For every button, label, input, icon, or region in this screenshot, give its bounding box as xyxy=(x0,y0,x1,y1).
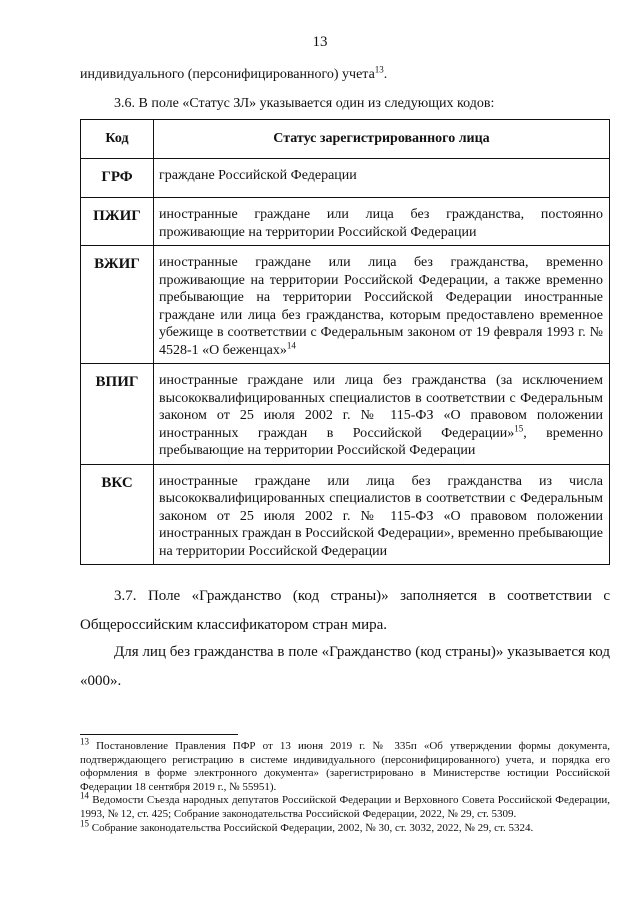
footnote-num: 13 xyxy=(80,736,89,747)
footnote-text: Собрание законодательства Российской Федерации, 2002, № 30, ст. 3032, 2022, № 29, ст. 5324. xyxy=(91,821,534,834)
section-3-6: 3.6. В поле «Статус ЗЛ» указывается один из следующих кодов: xyxy=(114,96,495,111)
footnote-text: Постановление Правления ПФР от 13 июня 2019 г. № 335п «Об утверждении формы документа, подтверждающего регистрацию в системе индивидуального (персонифицированного) учета, и порядка его оформления в форме электронного документа» (зарегистрировано в Министерстве юстиции Российской Федерации 18 сентября 2019 г., № 55951). xyxy=(80,740,610,793)
row-code: ГРФ xyxy=(81,159,154,198)
row-text: иностранные граждане или лица без гражданства, постоянно проживающие на территории Российской Федерации xyxy=(154,198,610,246)
row-text: иностранные граждане или лица без гражданства из числа высококвалифицированных специалистов в соответствии с Федеральным законом от 25 июля 2002 г. № 115-ФЗ «О правовом положении иностранных граждан в Российской Федерации», временно пребывающие на территории Российской Федерации xyxy=(154,464,610,565)
table-row xyxy=(81,364,610,465)
page-number: 13 xyxy=(312,34,328,50)
row-code: ПЖИГ xyxy=(81,198,154,246)
table-row xyxy=(81,159,610,198)
footnote-num: 15 xyxy=(80,817,89,828)
footnote-text: Ведомости Съезда народных депутатов Российской Федерации и Верховного Совета Российской Федерации, 1993, № 12, ст. 425; Собрание законодательства Российской Федерации, 2022, № 29, ст. 5309. xyxy=(80,794,610,820)
footnote-ref-15: 15 xyxy=(514,422,524,433)
row-text: иностранные граждане или лица без гражданства (за исключением высококвалифицированных специалистов в соответствии с Федеральным законом от 25 июля 2002 г. № 115-ФЗ «О правовом положении иностранных граждан в Российской Федерации» xyxy=(159,373,603,441)
continuation-end: . xyxy=(383,67,388,82)
table-row xyxy=(81,464,610,565)
section-3-7: 3.7. Поле «Гражданство (код страны)» заполняется в соответствии с Общероссийским классификатором стран мира. xyxy=(80,588,610,633)
footnote-14 xyxy=(80,790,610,821)
footnote-ref-14: 14 xyxy=(286,339,296,350)
row-text: иностранные граждане или лица без гражданства, временно проживающие на территории Российской Федерации, а также временно пребывающие на территории Российской Федерации иностранные граждане или лица без гражданства, которым предоставлено временное убежище в соответствии с Федеральным законом от 19 февраля 1993 г. № 4528-1 «О беженцах» xyxy=(159,255,603,358)
row-code: ВКС xyxy=(81,464,154,565)
footnotes xyxy=(80,736,610,835)
header-status: Статус зарегистрированного лица xyxy=(154,120,610,159)
table-row xyxy=(81,246,610,364)
header-code: Код xyxy=(81,120,154,159)
row-text: граждане Российской Федерации xyxy=(154,159,610,198)
footnote-15 xyxy=(80,817,610,836)
row-text-tail: , временно пребывающие на территории Российской Федерации xyxy=(159,425,603,458)
table-row xyxy=(81,198,610,246)
row-text-cell xyxy=(154,364,610,465)
stateless-paragraph: Для лиц без гражданства в поле «Гражданство (код страны)» указывается код «000». xyxy=(80,644,610,689)
footnote-num: 14 xyxy=(80,790,89,801)
continuation-line xyxy=(80,66,387,83)
row-code: ВПИГ xyxy=(81,364,154,465)
row-code: ВЖИГ xyxy=(81,246,154,364)
continuation-text: индивидуального (персонифицированного) учета xyxy=(80,67,375,82)
footnote-13 xyxy=(80,736,610,794)
status-codes-table xyxy=(80,119,610,565)
footnote-ref-13: 13 xyxy=(374,64,384,75)
table-header-row xyxy=(81,120,610,159)
footnote-divider xyxy=(80,734,238,735)
row-text-cell xyxy=(154,246,610,364)
